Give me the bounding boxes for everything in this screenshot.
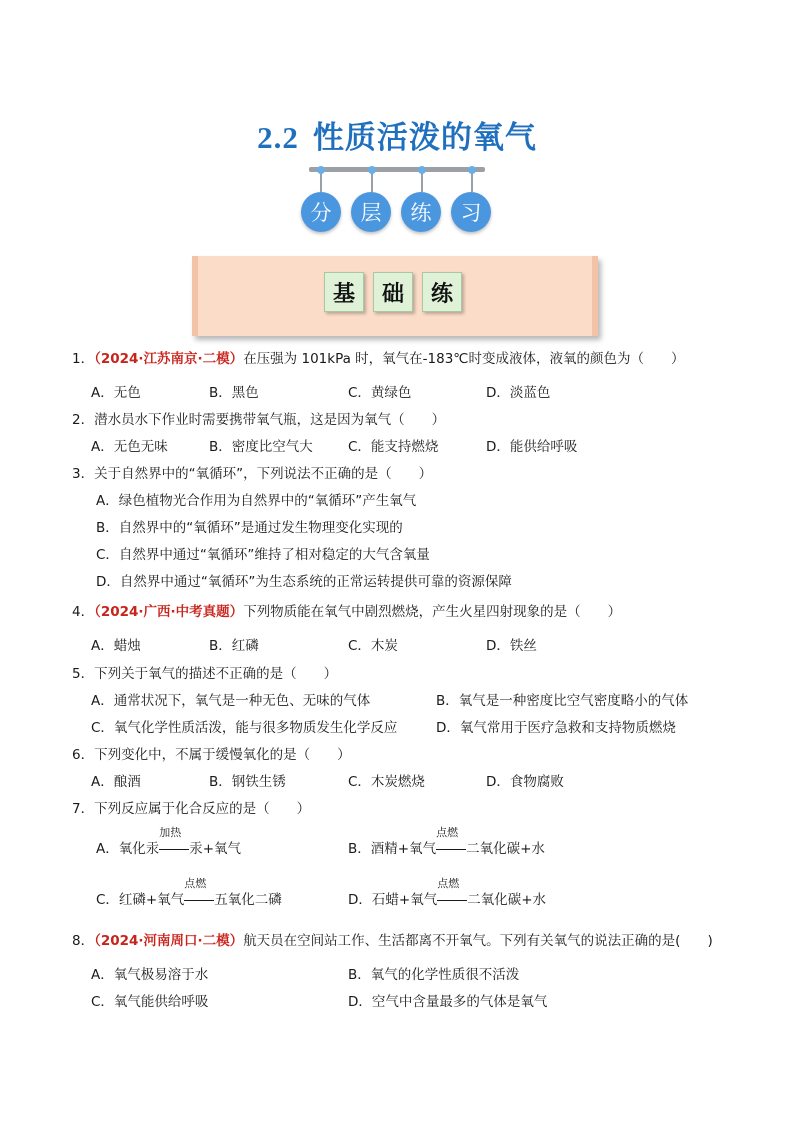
answer-option: C．氧气化学性质活泼，能与很多物质发生化学反应	[91, 720, 398, 736]
condition-label: 点燃	[436, 826, 459, 839]
question-number: 7．	[72, 801, 95, 817]
answer-option: D．自然界中通过“氧循环”为生态系统的正常运转提供可靠的资源保障	[96, 574, 512, 590]
reaction-products: 二氧化碳+水	[466, 841, 545, 857]
reaction-condition	[436, 826, 466, 858]
question-stem	[72, 746, 351, 764]
answer-option: C．能支持燃烧	[348, 439, 439, 455]
answer-option: D．铁丝	[486, 638, 537, 654]
answer-option: D．空气中含量最多的气体是氧气	[348, 994, 548, 1010]
question-text: 潜水员水下作业时需要携带氧气瓶，这是因为氧气（ ）	[94, 412, 446, 428]
question-stem	[72, 800, 310, 818]
reaction-option	[348, 877, 547, 909]
answer-option: A．绿色植物光合作用为自然界中的“氧循环”产生氧气	[96, 493, 417, 509]
page-title	[0, 112, 794, 157]
reaction-arrow	[437, 900, 467, 901]
rod-pin	[320, 172, 322, 192]
reaction-reactants: C．红磷+氧气	[96, 892, 185, 908]
reaction-products: 五氧化二磷	[214, 892, 282, 908]
banner-edge	[192, 256, 198, 336]
section-char-box: 基	[324, 272, 364, 312]
reaction-products: 汞+氧气	[189, 841, 242, 857]
question-number: 1．	[72, 351, 95, 367]
reaction-arrow	[184, 900, 214, 901]
answer-option: C．黄绿色	[348, 385, 412, 401]
reaction-option	[348, 826, 545, 858]
question-text: 关于自然界中的“氧循环”，下列说法不正确的是（ ）	[94, 466, 433, 482]
answer-option: B．自然界中的“氧循环”是通过发生物理变化实现的	[96, 520, 403, 536]
answer-option: A．氧气极易溶于水	[91, 967, 209, 983]
question-source: （2024·河南周口·二模）	[94, 933, 244, 949]
badge-circle: 练	[401, 192, 441, 232]
badge-circle: 分	[301, 192, 341, 232]
answer-option: A．蜡烛	[91, 638, 141, 654]
question-text: 航天员在空间站工作、生活都离不开氧气。下列有关氧气的说法正确的是( )	[243, 933, 713, 949]
reaction-condition	[437, 877, 467, 909]
rod-pin	[421, 172, 423, 192]
question-text: 下列关于氧气的描述不正确的是（ ）	[94, 666, 338, 682]
answer-option: D．淡蓝色	[486, 385, 551, 401]
reaction-arrow	[436, 849, 466, 850]
question-source: （2024·广西·中考真题）	[94, 604, 244, 620]
answer-option: C．氧气能供给呼吸	[91, 994, 209, 1010]
question-text: 下列物质能在氧气中剧烈燃烧，产生火星四射现象的是（ ）	[243, 604, 622, 620]
answer-option: B．钢铁生锈	[209, 774, 286, 790]
section-char-box: 练	[422, 272, 462, 312]
question-text: 在压强为 101kPa 时，氧气在-183℃时变成液体，液氧的颜色为（ ）	[243, 351, 685, 367]
question-number: 6．	[72, 747, 95, 763]
title-text: 性质活泼的氧气	[312, 120, 537, 156]
answer-option: D．能供给呼吸	[486, 439, 578, 455]
answer-option: A．无色无味	[91, 439, 168, 455]
question-source: （2024·江苏南京·二模）	[94, 351, 244, 367]
question-text: 下列反应属于化合反应的是（ ）	[94, 801, 311, 817]
question-number: 3．	[72, 466, 95, 482]
question-number: 2．	[72, 412, 95, 428]
question-stem	[72, 665, 337, 683]
answer-option: D．氧气常用于医疗急救和支持物质燃烧	[436, 720, 676, 736]
answer-option: A．无色	[91, 385, 141, 401]
reaction-products: 二氧化碳+水	[467, 892, 547, 908]
answer-option: B．氧气是一种密度比空气密度略小的气体	[436, 693, 689, 709]
condition-label: 点燃	[184, 877, 207, 890]
reaction-arrow	[159, 849, 189, 850]
badge-circle: 习	[451, 192, 491, 232]
question-stem	[72, 932, 713, 950]
answer-option: C．自然界中通过“氧循环”维持了相对稳定的大气含氧量	[96, 547, 430, 563]
answer-option: A．酿酒	[91, 774, 141, 790]
answer-option: A．通常状况下，氧气是一种无色、无味的气体	[91, 693, 371, 709]
question-number: 5．	[72, 666, 95, 682]
question-number: 4．	[72, 604, 95, 620]
answer-option: C．木炭	[348, 638, 398, 654]
title-number: 2.2	[257, 120, 299, 155]
rod-pin	[371, 172, 373, 192]
question-stem	[72, 411, 445, 429]
title-rod-decoration	[309, 167, 485, 172]
reaction-condition	[184, 877, 214, 909]
reaction-condition	[159, 826, 189, 858]
answer-option: B．氧气的化学性质很不活泼	[348, 967, 520, 983]
condition-label: 点燃	[437, 877, 460, 890]
reaction-option	[96, 826, 242, 858]
reaction-reactants: D．石蜡+氧气	[348, 892, 438, 908]
badge-circle: 层	[351, 192, 391, 232]
reaction-reactants: A．氧化汞	[96, 841, 160, 857]
banner-edge	[592, 256, 598, 336]
answer-option: C．木炭燃烧	[348, 774, 425, 790]
reaction-option	[96, 877, 282, 909]
answer-option: B．红磷	[209, 638, 259, 654]
question-text: 下列变化中，不属于缓慢氧化的是（ ）	[94, 747, 351, 763]
answer-option: B．密度比空气大	[209, 439, 313, 455]
answer-option: B．黑色	[209, 385, 259, 401]
answer-option: D．食物腐败	[486, 774, 564, 790]
question-stem	[72, 465, 432, 483]
question-stem	[72, 603, 621, 621]
question-stem	[72, 350, 684, 368]
section-char-box: 础	[373, 272, 413, 312]
section-banner	[192, 256, 598, 336]
reaction-reactants: B．酒精+氧气	[348, 841, 437, 857]
question-number: 8．	[72, 933, 95, 949]
rod-pin	[471, 172, 473, 192]
condition-label: 加热	[159, 826, 182, 839]
